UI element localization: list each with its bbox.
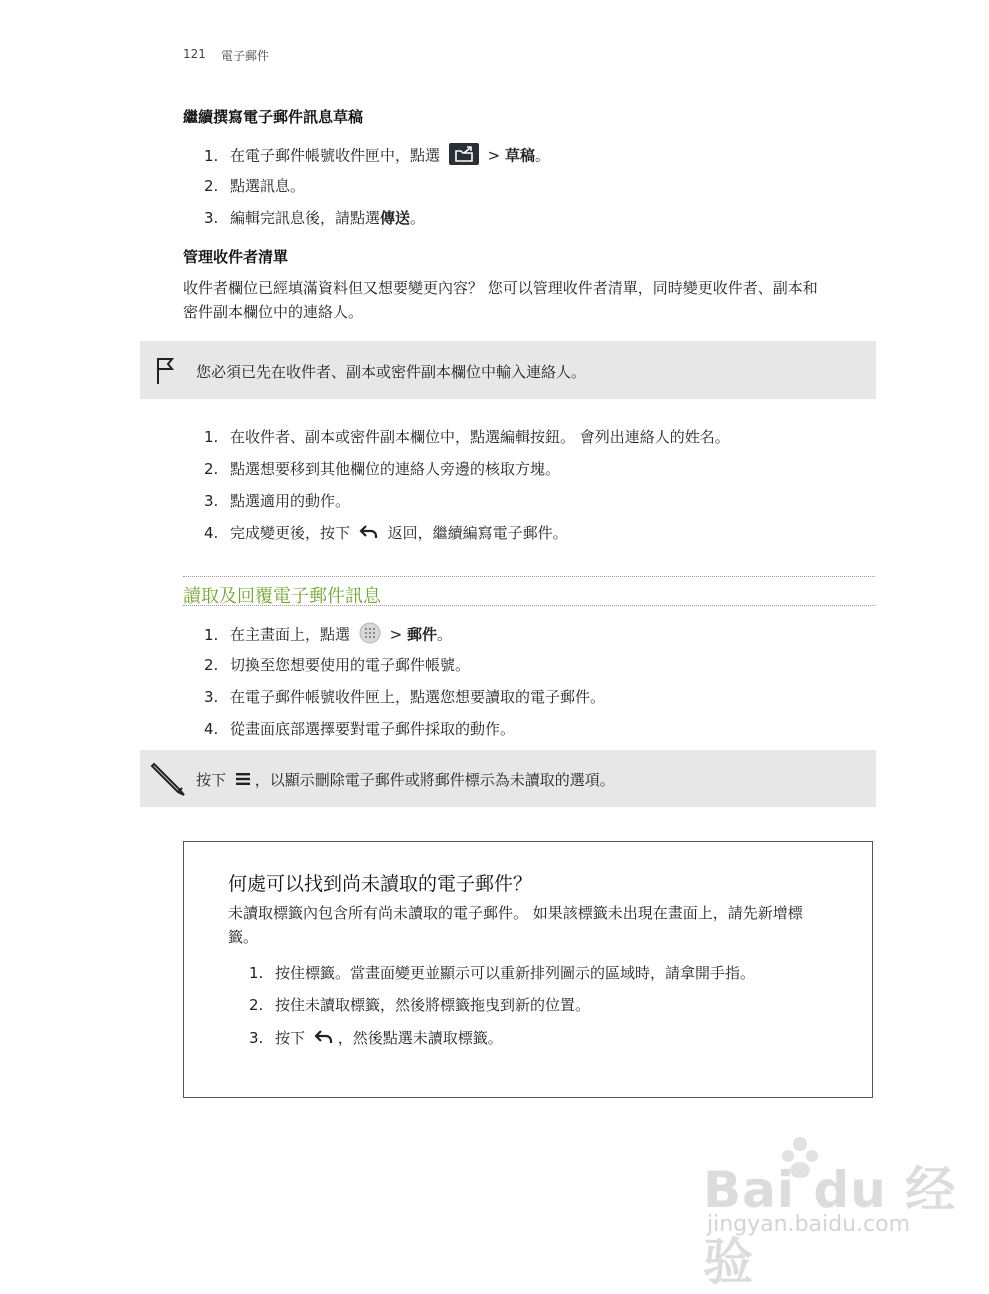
list-number: 3. [249,1029,264,1047]
recipients-step-2: 2. 點選想要移到其他欄位的連絡人旁邊的核取方塊。 [204,460,561,478]
tip-box [140,750,876,807]
reading-step-2: 2. 切換至您想要使用的電子郵件帳號。 [204,656,471,674]
reading-step-3: 3. 在電子郵件帳號收件匣上，點選您想要讀取的電子郵件。 [204,688,606,706]
unread-box-intro: 未讀取標籤內包含所有尚未讀取的電子郵件。 如果該標籤未出現在畫面上，請先新增標 籤。 [228,904,803,946]
draft-step-1: 1. 在電子郵件帳號收件匣中，點選 > 草稿。 [204,143,550,169]
reading-step-4: 4. 從畫面底部選擇要對電子郵件採取的動作。 [204,720,516,738]
list-number: 3. [204,688,219,706]
flag-icon [154,356,176,390]
recipients-step-4: 4. 完成變更後，按下 返回，繼續編寫電子郵件。 [204,524,568,542]
page-number: 121 [183,47,206,61]
section-title: 讀取及回覆電子郵件訊息 [183,586,381,607]
watermark-logo: Bai du 经验 [703,1161,957,1291]
chapter-title: 電子郵件 [221,49,270,63]
unread-step-2: 2. 按住未讀取標籤，然後將標籤拖曳到新的位置。 [249,996,591,1014]
list-number: 4. [204,524,219,542]
unread-step-1: 1. 按住標籤。當畫面變更並顯示可以重新排列圖示的區域時，請拿開手指。 [249,964,756,982]
recipients-heading: 管理收件者清單 [183,248,289,266]
list-number: 1. [204,428,219,446]
list-number: 2. [204,656,219,674]
recipients-step-3: 3. 點選適用的動作。 [204,492,351,510]
recipients-step-1: 1. 在收件者、副本或密件副本欄位中，點選編輯按鈕。 會列出連絡人的姓名。 [204,428,730,446]
list-number: 3. [204,492,219,510]
tip-text: 按下 ，以顯示刪除電子郵件或將郵件標示為未讀取的選項。 [196,771,615,789]
watermark-url: jingyan.baidu.com [707,1212,911,1237]
list-number: 2. [204,460,219,478]
list-number: 4. [204,720,219,738]
draft-heading: 繼續撰寫電子郵件訊息草稿 [183,108,364,126]
list-number: 1. [249,964,264,982]
menu-icon [235,772,251,790]
pencil-icon [148,758,188,802]
reading-step-1: 1. 在主畫面上，點選 > 郵件。 [204,622,452,648]
apps-grid-icon [359,622,381,648]
unread-step-3: 3. 按下 ，然後點選未讀取標籤。 [249,1029,503,1047]
draft-step-2: 2. 點選訊息。 [204,177,306,195]
note-text: 您必須已先在收件者、副本或密件副本欄位中輸入連絡人。 [196,363,587,381]
folder-icon [449,143,479,169]
list-number: 2. [204,177,219,195]
draft-step-3: 3. 編輯完訊息後，請點選傳送。 [204,209,426,227]
note-box [140,341,876,399]
unread-box-title: 何處可以找到尚未讀取的電子郵件？ [228,873,533,895]
section-divider-top [183,576,875,577]
list-number: 3. [204,209,219,227]
section-divider-bottom [183,605,875,606]
back-icon [359,524,379,544]
list-number: 1. [204,146,219,165]
back-icon [314,1029,334,1049]
recipients-intro: 收件者欄位已經填滿資料但又想要變更內容？ 您可以管理收件者清單，同時變更收件者、副本和 密件副本欄位中的連絡人。 [183,279,818,321]
list-number: 1. [204,625,219,644]
list-number: 2. [249,996,264,1014]
